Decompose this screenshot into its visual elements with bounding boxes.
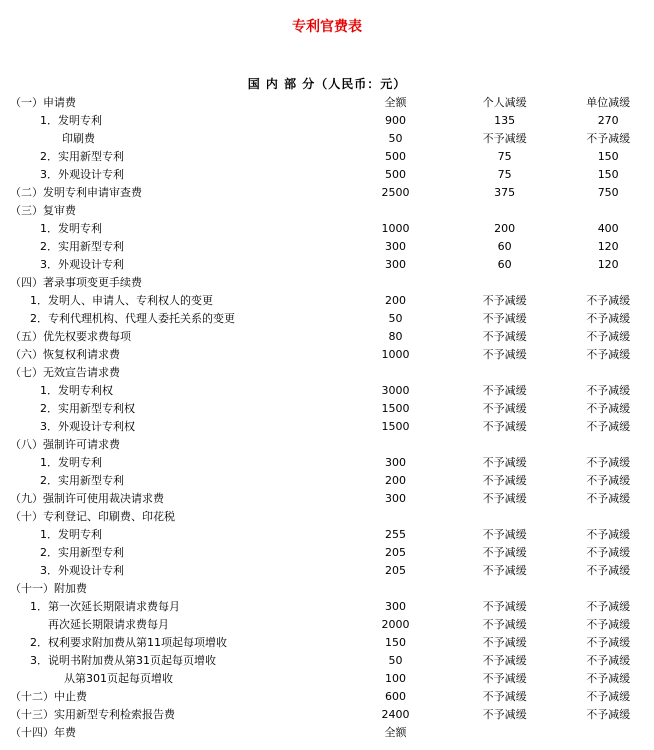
fee-full-amount: 300	[384, 492, 406, 505]
fee-unit-reduction	[562, 364, 654, 382]
fee-personal-reduction: 不予减缓	[482, 474, 527, 487]
fee-item-label: 2．实用新型专利	[40, 240, 124, 253]
fee-unit-reduction: 不予减缓	[586, 654, 631, 667]
fee-personal-reduction: 不予减缓	[482, 672, 527, 685]
fee-personal-reduction: 135	[494, 114, 516, 127]
table-row	[10, 544, 654, 562]
table-row	[10, 670, 654, 688]
fee-item-label: 印刷费	[62, 132, 95, 145]
fee-unit-reduction: 120	[597, 258, 619, 271]
fee-personal-reduction: 不予减缓	[482, 492, 527, 505]
fee-unit-reduction: 不予减缓	[586, 492, 631, 505]
fee-item-label: 1．发明专利	[40, 222, 102, 235]
fee-item-label: （六）恢复权利请求费	[10, 348, 120, 361]
fee-unit-reduction: 不予减缓	[586, 312, 631, 325]
header-item-label: （一）申请费	[10, 96, 76, 109]
fee-unit-reduction: 150	[597, 150, 619, 163]
fee-item-label: 1．第一次延长期限请求费每月	[30, 600, 180, 613]
fee-unit-reduction: 400	[597, 222, 619, 235]
fee-personal-reduction: 不予减缓	[482, 618, 527, 631]
table-row	[10, 562, 654, 580]
table-header-row	[10, 94, 654, 112]
fee-unit-reduction: 150	[597, 168, 619, 181]
fee-item-label: （四）著录事项变更手续费	[10, 276, 142, 289]
table-row	[10, 292, 654, 310]
fee-personal-reduction: 不予减缓	[482, 294, 527, 307]
fee-full-amount: 500	[384, 150, 406, 163]
table-row	[10, 166, 654, 184]
fee-item-label: 3．外观设计专利	[40, 258, 124, 271]
fee-personal-reduction: 375	[494, 186, 516, 199]
table-row	[10, 112, 654, 130]
table-row	[10, 328, 654, 346]
fee-full-amount: 150	[384, 636, 406, 649]
fee-item-label: 从第301页起每页增收	[64, 672, 173, 685]
fee-personal-reduction	[447, 364, 562, 382]
table-row	[10, 724, 654, 742]
fee-item-label: 1．发明专利	[40, 528, 102, 541]
fee-item-label: （十三）实用新型专利检索报告费	[10, 708, 175, 721]
fee-unit-reduction: 不予减缓	[586, 132, 631, 145]
fee-full-amount: 200	[384, 474, 406, 487]
fee-unit-reduction: 不予减缓	[586, 402, 631, 415]
fee-unit-reduction: 不予减缓	[586, 708, 631, 721]
fee-full-amount: 100	[384, 672, 406, 685]
fee-unit-reduction: 不予减缓	[586, 528, 631, 541]
fee-unit-reduction	[562, 202, 654, 220]
fee-full-amount: 300	[384, 240, 406, 253]
fee-item-label: （十）专利登记、印刷费、印花税	[10, 510, 175, 523]
fee-item-label: （十一）附加费	[10, 582, 87, 595]
fee-item-label: （九）强制许可使用裁决请求费	[10, 492, 164, 505]
fee-personal-reduction: 75	[497, 150, 512, 163]
fee-unit-reduction	[562, 580, 654, 598]
table-row	[10, 364, 654, 382]
fee-full-amount: 全额	[384, 726, 407, 739]
fee-unit-reduction: 750	[597, 186, 619, 199]
fee-full-amount: 2400	[381, 708, 410, 721]
fee-item-label: （三）复审费	[10, 204, 76, 217]
fee-unit-reduction: 不予减缓	[586, 348, 631, 361]
fee-full-amount: 1500	[381, 402, 410, 415]
fee-unit-reduction: 不予减缓	[586, 564, 631, 577]
fee-full-amount	[344, 274, 447, 292]
header-full-amount: 全额	[384, 96, 407, 109]
fee-item-label: 3．外观设计专利	[40, 168, 124, 181]
fee-personal-reduction: 200	[494, 222, 516, 235]
fee-personal-reduction: 不予减缓	[482, 348, 527, 361]
fee-item-label: 1．发明专利	[40, 456, 102, 469]
fee-unit-reduction: 不予减缓	[586, 600, 631, 613]
header-personal-reduction: 个人减缓	[482, 96, 527, 109]
table-row	[10, 580, 654, 598]
table-row	[10, 598, 654, 616]
fee-table	[10, 94, 654, 742]
table-row	[10, 274, 654, 292]
fee-unit-reduction: 不予减缓	[586, 420, 631, 433]
fee-item-label: （十四）年费	[10, 726, 76, 739]
fee-unit-reduction: 不予减缓	[586, 474, 631, 487]
table-row	[10, 472, 654, 490]
fee-item-label: 1．发明专利权	[40, 384, 113, 397]
fee-item-label: （五）优先权要求费每项	[10, 330, 131, 343]
fee-personal-reduction	[447, 508, 562, 526]
table-row	[10, 634, 654, 652]
fee-full-amount	[344, 436, 447, 454]
table-row	[10, 400, 654, 418]
fee-full-amount	[344, 580, 447, 598]
table-row	[10, 616, 654, 634]
table-row	[10, 508, 654, 526]
fee-personal-reduction: 不予减缓	[482, 708, 527, 721]
fee-personal-reduction: 不予减缓	[482, 636, 527, 649]
fee-personal-reduction: 不予减缓	[482, 402, 527, 415]
fee-item-label: 2．实用新型专利	[40, 546, 124, 559]
fee-item-label: 2．实用新型专利	[40, 150, 124, 163]
table-row	[10, 652, 654, 670]
fee-item-label: （二）发明专利申请审查费	[10, 186, 142, 199]
fee-full-amount: 1000	[381, 348, 410, 361]
fee-full-amount	[344, 508, 447, 526]
fee-table-body	[10, 94, 654, 742]
fee-item-label: 1．发明人、申请人、专利权人的变更	[30, 294, 213, 307]
table-row	[10, 490, 654, 508]
fee-full-amount: 205	[384, 546, 406, 559]
fee-full-amount: 900	[384, 114, 406, 127]
fee-full-amount: 300	[384, 258, 406, 271]
fee-item-label: 2．实用新型专利权	[40, 402, 135, 415]
fee-personal-reduction: 不予减缓	[482, 330, 527, 343]
fee-personal-reduction: 不予减缓	[482, 420, 527, 433]
table-row	[10, 256, 654, 274]
fee-unit-reduction: 不予减缓	[586, 618, 631, 631]
fee-full-amount: 50	[388, 312, 403, 325]
fee-item-label: （七）无效宣告请求费	[10, 366, 120, 379]
section-title: 国 内 部 分（人民币：元）	[247, 77, 407, 91]
fee-full-amount: 200	[384, 294, 406, 307]
fee-full-amount: 2500	[381, 186, 410, 199]
fee-personal-reduction: 不予减缓	[482, 600, 527, 613]
table-row	[10, 220, 654, 238]
fee-full-amount: 300	[384, 600, 406, 613]
fee-unit-reduction: 不予减缓	[586, 672, 631, 685]
fee-personal-reduction	[447, 580, 562, 598]
fee-personal-reduction: 不予减缓	[482, 132, 527, 145]
fee-personal-reduction: 75	[497, 168, 512, 181]
fee-personal-reduction: 不予减缓	[482, 654, 527, 667]
fee-personal-reduction: 不予减缓	[482, 384, 527, 397]
fee-item-label: 2．权利要求附加费从第11项起每项增收	[30, 636, 227, 649]
fee-item-label: 再次延长期限请求费每月	[48, 618, 169, 631]
fee-full-amount: 50	[388, 654, 403, 667]
fee-unit-reduction: 不予减缓	[586, 546, 631, 559]
fee-unit-reduction: 不予减缓	[586, 456, 631, 469]
fee-item-label: 2．专利代理机构、代理人委托关系的变更	[30, 312, 235, 325]
fee-full-amount: 1000	[381, 222, 410, 235]
fee-personal-reduction: 60	[497, 240, 512, 253]
fee-full-amount: 600	[384, 690, 406, 703]
fee-full-amount: 255	[384, 528, 406, 541]
fee-item-label: 3．外观设计专利	[40, 564, 124, 577]
fee-personal-reduction	[447, 274, 562, 292]
fee-full-amount: 2000	[381, 618, 410, 631]
fee-personal-reduction: 不予减缓	[482, 312, 527, 325]
fee-unit-reduction: 不予减缓	[586, 330, 631, 343]
table-row	[10, 346, 654, 364]
table-row	[10, 184, 654, 202]
fee-unit-reduction	[562, 724, 654, 742]
fee-item-label: 3．外观设计专利权	[40, 420, 135, 433]
table-row	[10, 454, 654, 472]
table-row	[10, 436, 654, 454]
fee-personal-reduction	[447, 724, 562, 742]
fee-unit-reduction: 120	[597, 240, 619, 253]
header-unit-reduction: 单位减缓	[586, 96, 631, 109]
fee-unit-reduction: 不予减缓	[586, 636, 631, 649]
fee-personal-reduction: 不予减缓	[482, 528, 527, 541]
table-row	[10, 130, 654, 148]
fee-item-label: （八）强制许可请求费	[10, 438, 120, 451]
fee-personal-reduction	[447, 202, 562, 220]
table-row	[10, 382, 654, 400]
fee-personal-reduction: 不予减缓	[482, 546, 527, 559]
fee-full-amount: 80	[388, 330, 403, 343]
fee-personal-reduction	[447, 436, 562, 454]
fee-unit-reduction	[562, 508, 654, 526]
table-row	[10, 148, 654, 166]
fee-full-amount: 50	[388, 132, 403, 145]
fee-full-amount: 300	[384, 456, 406, 469]
fee-unit-reduction	[562, 436, 654, 454]
fee-item-label: 2．实用新型专利	[40, 474, 124, 487]
fee-full-amount	[344, 364, 447, 382]
fee-item-label: （十二）中止费	[10, 690, 87, 703]
fee-personal-reduction: 不予减缓	[482, 564, 527, 577]
table-row	[10, 202, 654, 220]
fee-personal-reduction: 60	[497, 258, 512, 271]
fee-unit-reduction: 270	[597, 114, 619, 127]
fee-full-amount: 1500	[381, 420, 410, 433]
fee-full-amount: 205	[384, 564, 406, 577]
fee-personal-reduction: 不予减缓	[482, 456, 527, 469]
table-row	[10, 310, 654, 328]
fee-unit-reduction: 不予减缓	[586, 294, 631, 307]
fee-item-label: 1．发明专利	[40, 114, 102, 127]
table-row	[10, 418, 654, 436]
fee-personal-reduction: 不予减缓	[482, 690, 527, 703]
fee-unit-reduction	[562, 274, 654, 292]
fee-full-amount	[344, 202, 447, 220]
page-title: 专利官费表	[292, 19, 362, 35]
table-row	[10, 706, 654, 724]
fee-full-amount: 500	[384, 168, 406, 181]
table-row	[10, 526, 654, 544]
fee-item-label: 3．说明书附加费从第31页起每页增收	[30, 654, 216, 667]
fee-unit-reduction: 不予减缓	[586, 690, 631, 703]
table-row	[10, 688, 654, 706]
table-row	[10, 238, 654, 256]
fee-full-amount: 3000	[381, 384, 410, 397]
fee-unit-reduction: 不予减缓	[586, 384, 631, 397]
